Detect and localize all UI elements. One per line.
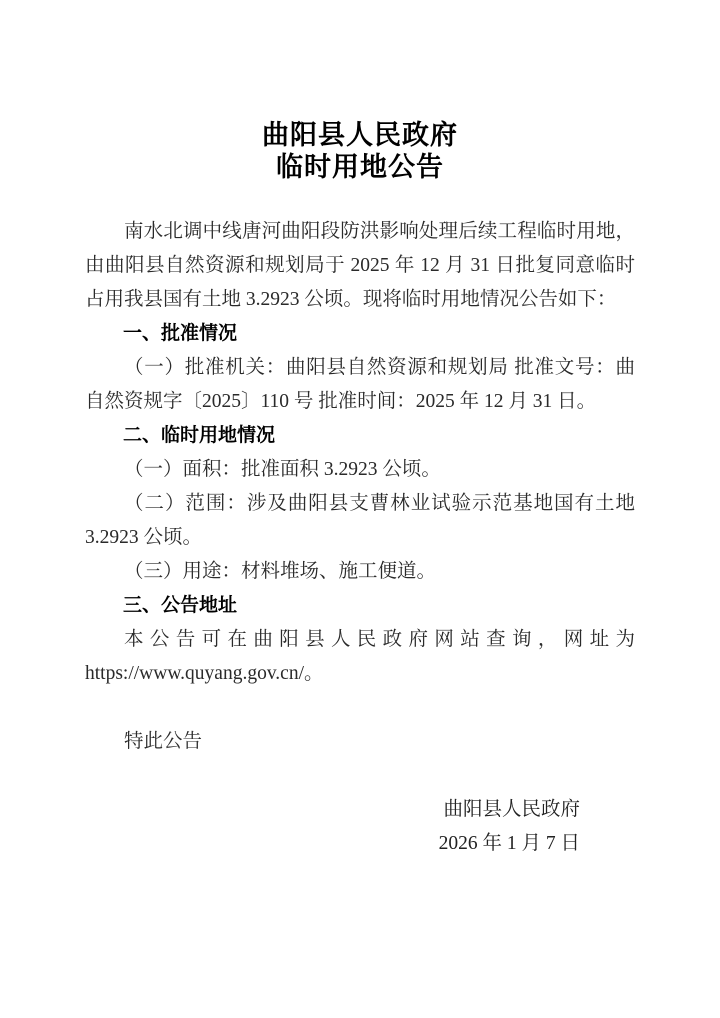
section-1-item-approval: （一）批准机关：曲阳县自然资源和规划局 批准文号：曲自然资规字〔2025〕110 号 批准时间：2025 年 12 月 31 日。 xyxy=(85,357,635,412)
section-3-heading: 三、公告地址 xyxy=(123,595,238,616)
section-2-item-scope: （二）范围：涉及曲阳县支曹林业试验示范基地国有土地 3.2923 公顷。 xyxy=(85,493,635,548)
signature-block xyxy=(85,793,635,861)
title-line-subject: 临时用地公告 xyxy=(276,152,444,182)
section-2-item-area: （一）面积：批准面积 3.2923 公顷。 xyxy=(124,459,441,480)
intro-paragraph: 南水北调中线唐河曲阳段防洪影响处理后续工程临时用地，由曲阳县自然资源和规划局于 2025 年 12 月 31 日批复同意临时占用我县国有土地 3.2923 公顷。现将临时用地情况公告如下： xyxy=(85,221,635,310)
section-2-heading: 二、临时用地情况 xyxy=(123,425,276,446)
title-line-authority: 曲阳县人民政府 xyxy=(262,120,458,150)
document-body xyxy=(85,215,635,861)
section-1-heading: 一、批准情况 xyxy=(123,323,238,344)
section-3-paragraph-website: 本公告可在曲阳县人民政府网站查询，网址为 https://www.quyang.gov.cn/。 xyxy=(85,629,635,684)
document-title xyxy=(0,0,720,183)
section-2-item-usage: （三）用途：材料堆场、施工便道。 xyxy=(124,561,437,582)
signature-authority: 曲阳县人民政府 xyxy=(443,799,580,820)
signature-date: 2026 年 1 月 7 日 xyxy=(438,833,580,854)
closing-statement: 特此公告 xyxy=(124,731,203,752)
